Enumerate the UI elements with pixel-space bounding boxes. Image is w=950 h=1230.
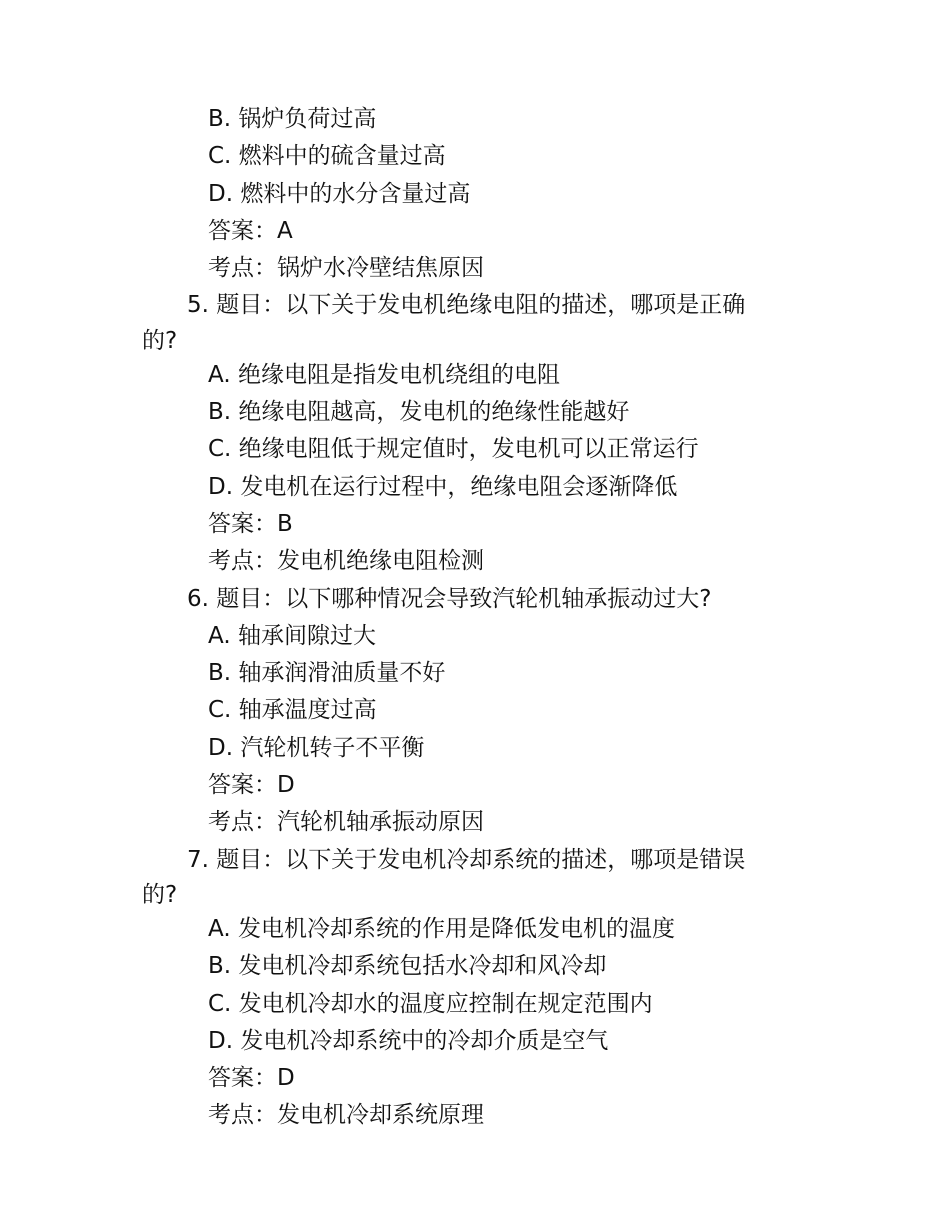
- option-a: A. 发电机冷却系统的作用是降低发电机的温度: [208, 915, 675, 942]
- question-6: [142, 581, 802, 842]
- option-a: A. 轴承间隙过大: [208, 622, 376, 649]
- question-title: 6. 题目：以下哪种情况会导致汽轮机轴承振动过大?: [187, 585, 712, 612]
- exam-point: 考点：发电机冷却系统原理: [208, 1102, 484, 1129]
- option-c: C. 燃料中的硫含量过高: [208, 143, 446, 170]
- question-4: [142, 101, 802, 287]
- option-c: C. 绝缘电阻低于规定值时，发电机可以正常运行: [208, 436, 699, 463]
- question-title: 7. 题目：以下关于发电机冷却系统的描述，哪项是错误: [187, 846, 746, 873]
- option-d: D. 汽轮机转子不平衡: [208, 734, 425, 761]
- question-title-continued: 的?: [142, 881, 178, 908]
- answer: 答案：D: [208, 772, 295, 799]
- option-d: D. 发电机在运行过程中，绝缘电阻会逐渐降低: [208, 473, 678, 500]
- option-d: D. 发电机冷却系统中的冷却介质是空气: [208, 1027, 609, 1054]
- question-5: [142, 287, 802, 580]
- answer: 答案：D: [208, 1065, 295, 1092]
- exam-point: 考点：汽轮机轴承振动原因: [208, 809, 484, 836]
- answer: 答案：A: [208, 217, 293, 244]
- option-c: C. 发电机冷却水的温度应控制在规定范围内: [208, 990, 653, 1017]
- option-b: B. 锅炉负荷过高: [208, 106, 377, 132]
- option-a: A. 绝缘电阻是指发电机绕组的电阻: [208, 361, 560, 388]
- option-c: C. 轴承温度过高: [208, 697, 377, 724]
- question-title: 5. 题目：以下关于发电机绝缘电阻的描述，哪项是正确: [187, 292, 746, 319]
- option-b: B. 轴承润滑油质量不好: [208, 660, 446, 687]
- answer: 答案：B: [208, 510, 293, 537]
- exam-point: 考点：锅炉水冷壁结焦原因: [208, 255, 484, 282]
- question-7: [142, 842, 802, 1135]
- option-b: B. 绝缘电阻越高，发电机的绝缘性能越好: [208, 399, 630, 426]
- option-d: D. 燃料中的水分含量过高: [208, 180, 471, 207]
- question-list: [142, 101, 802, 1135]
- option-b: B. 发电机冷却系统包括水冷却和风冷却: [208, 953, 607, 980]
- exam-point: 考点：发电机绝缘电阻检测: [208, 548, 484, 575]
- question-title-continued: 的?: [142, 327, 178, 354]
